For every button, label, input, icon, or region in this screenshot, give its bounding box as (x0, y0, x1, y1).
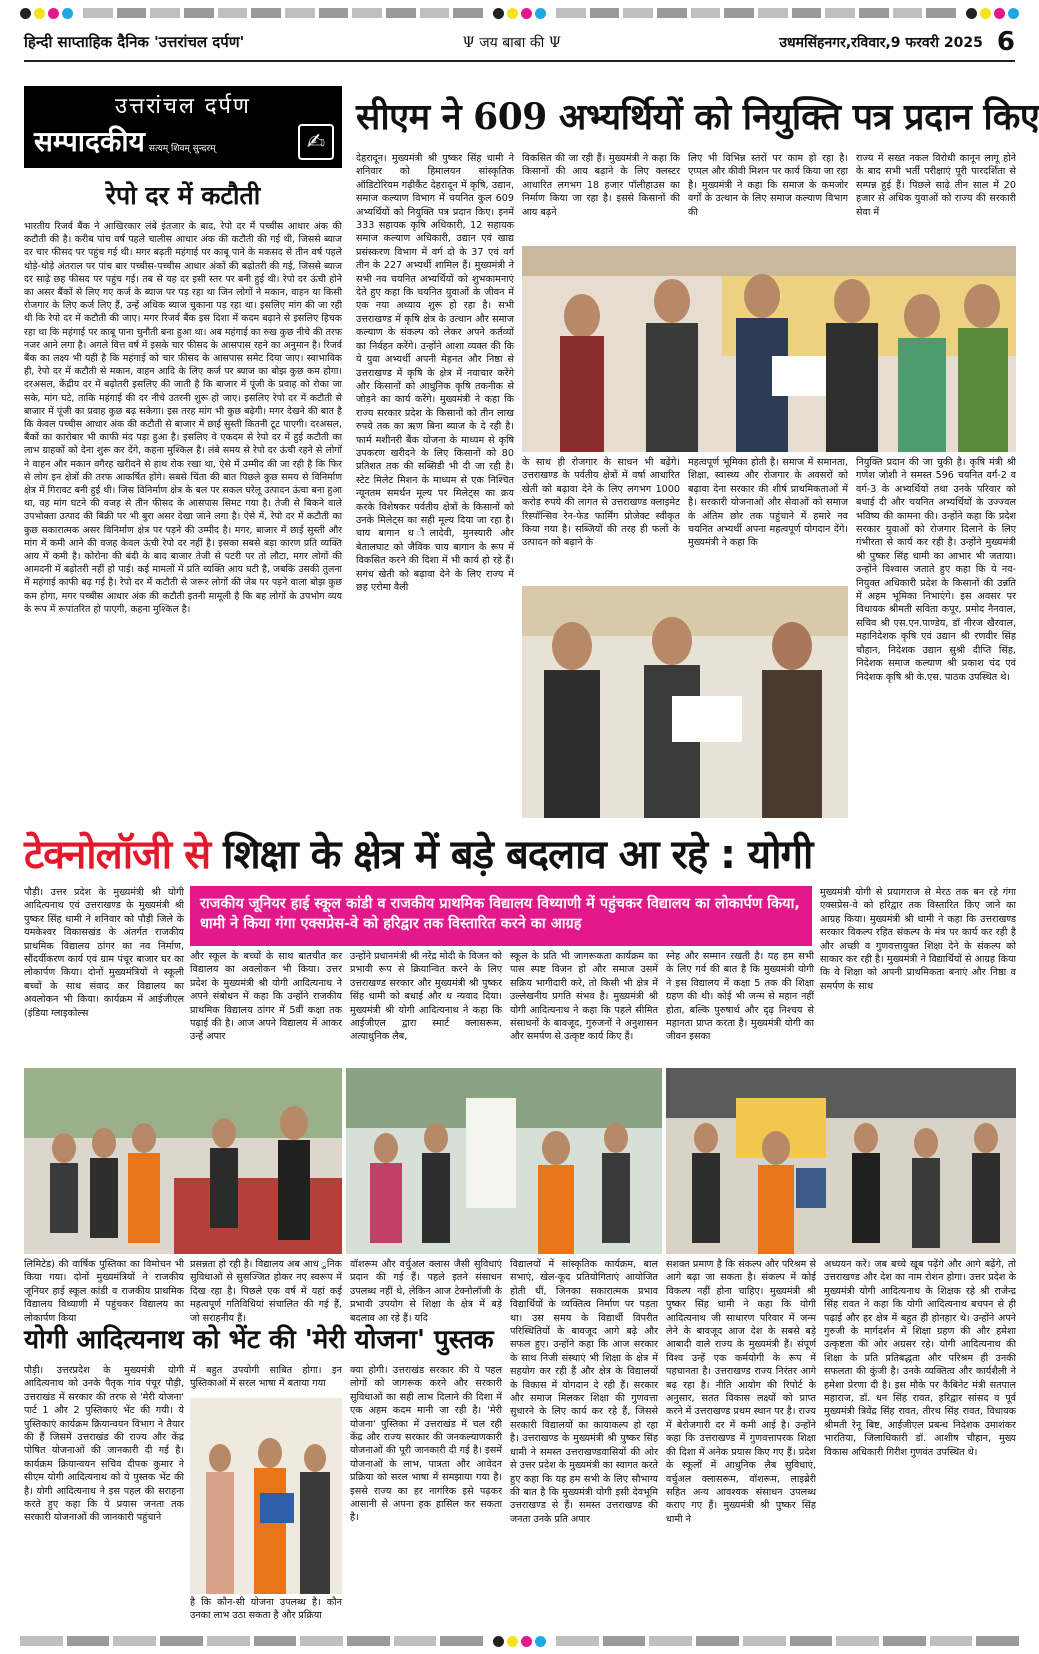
editorial-header (24, 86, 342, 168)
story2-bottom-col5: सशक्त प्रमाण है कि संकल्प और परिश्रम से आगे बढ़ा जा सकता है। संकल्प में कोई विकल्प नहीं होना चाहिए। मुख्यमंत्री श्री पुष्कर सिंह धामी ने कहा कि योगी आदित्यनाथ जी साधारण परिवार में जन्म लेने के बावजूद आज देश के सबसे बड़े आबादी वाले राज्य के मुख्यमंत्री हैं। संपूर्ण विश्व उन्हें एक कर्मयोगी के रूप में पहचानता है। उत्तराखण्ड राज्य निरंतर आगे बढ़ रहा है। नीति आयोग की रिपोर्ट के अनुसार, सतत विकास लक्ष्यों को प्राप्त करने में उत्तराखण्ड प्रथम स्थान पर है। राज्य में बेरोजगारी दर में कमी आई है। उन्होंने कहा कि उत्तराखण्ड में गुणवत्तापरक शिक्षा की दिशा में अनेक प्रयास किए गए हैं। प्रदेश के स्कूलों में आधुनिक लैब सुविधाएं, वर्चुअल क्लासरूम, वॉशरूम, लाइब्रेरी सहित अन्य आवश्यक संसाधन उपलब्ध कराए गए हैं। मुख्यमंत्री श्री पुष्कर सिंह धामी ने (666, 1259, 816, 1525)
story2-col3: उन्होंने प्रधानमंत्री श्री नरेंद्र मोदी के विजन को प्रभावी रूप से क्रियान्वित करने के लिए उत्तराखण्ड सरकार और मुख्यमंत्री श्री पुष्कर सिंह धामी को बधाई और ध न्यवाद दिया। मुख्यमंत्री श्री योगी आदित्यनाथ ने कहा कि आईजीएल द्वारा स्मार्ट क्लासरूम, अत्याधुनिक लैब, (350, 951, 502, 1043)
color-dots (966, 8, 1019, 19)
story2-bottom-col3: वॉशरूम और वर्चुअल क्लास जैसी सुविधाएं प्रदान की गई हैं। पहले इतने संसाधन उपलब्ध नहीं थे, लेकिन आज टेक्नोलॉजी के प्रभावी उपयोग से शिक्षा के क्षेत्र में बड़े बदलाव आ रहे हैं। यदि (350, 1259, 502, 1324)
story3-col2-bottom: है कि कौन-सी योजना उपलब्ध है। कौन उनका लाभ उठा सकता है और प्रक्रिया (190, 1597, 342, 1622)
issue-date: उधमसिंहनगर,रविवार,9 फरवरी 2025 (779, 34, 983, 51)
story1-col3-top: लिए भी विभिन्न स्तरों पर काम हो रहा है। एप्पल और कीवी मिशन पर कार्य किया जा रहा है। मुख्यमंत्री ने कहा कि समाज के कमजोर वर्गों के उत्थान के लिए समाज कल्याण विभाग की (688, 153, 848, 218)
editorial-column (24, 86, 342, 821)
story2-col6: मुख्यमंत्री योगी से प्रयागराज से मेरठ तक बन रहे गंगा एक्सप्रेस-वे को हरिद्वार तक विस्तारित किए जाने का आग्रह किया। मुख्यमंत्री श्री धामी ने कहा कि उत्तराखण्ड सरकार विकल्प रहित संकल्प के मंत्र पर कार्य कर रही है और अच्छी व गुणवत्तायुक्त शिक्षा देने के संकल्प को साकार कर रही है। मुख्यमंत्री ने विद्यार्थियों से आग्रह किया कि वे शिक्षा को अपनी प्राथमिकता बनाएं और निष्ठा व समर्पण के साथ (820, 887, 1016, 992)
story2-headline-black: शिक्षा के क्षेत्र में बड़े बदलाव आ रहे : योगी (223, 832, 813, 878)
gray-bars (556, 1636, 1019, 1646)
story2-col4: स्कूल के प्रति भी जागरूकता कार्यक्रम का पास स्पष्ट विजन हो और समाज उसमें सक्रिय भागीदारी करे, तो किसी भी क्षेत्र में उल्लेखनीय प्रगति संभव है। मुख्यमंत्री श्री योगी आदित्यनाथ ने कहा कि पहले सीमित संसाधनों के बावजूद, गुरुजनों ने अनुशासन और समर्पण से उत्कृष्ट कार्य किए हैं। (510, 951, 658, 1043)
story2-col1: पौड़ी। उत्तर प्रदेश के मुख्यमंत्री श्री योगी आदित्यनाथ एवं उत्तराखण्ड के मुख्यमंत्री श्री पुष्कर सिंह धामी ने शनिवार को पौड़ी जिले के यमकेश्वर विकासखंड के अंतर्गत राजकीय प्राथमिक विद्यालय ठांगर का नव निर्माण, सौंदर्यीकरण कार्य एवं ग्राम पंचूर बाजार घर का लोकार्पण किया। दोनों मुख्यमंत्रियों ने स्कूली बच्चों के साथ संवाद कर विद्यालय का अवलोकन भी किया। कार्यक्रम में आईजीएल (इंडिया ग्लाइकोल्स (24, 887, 184, 1019)
registration-strip-top (20, 6, 1019, 20)
newspaper-name: हिन्दी साप्ताहिक दैनिक 'उत्तरांचल दर्पण' (24, 33, 245, 51)
header-slogan: Ψ जय बाबा की Ψ (462, 34, 561, 51)
color-dots (493, 8, 546, 19)
color-dots (20, 8, 73, 19)
story3-photo (190, 1398, 342, 1594)
editorial-body: भारतीय रिजर्व बैंक ने आखिरकार लंबे इंतजार के बाद, रेपो दर में पच्चीस आधार अंक की कटौती की है। करीब पांच वर्ष पहले चालीस आधार अंक की कटौती की गई थी, जिससे ब्याज दर चार फीसद पर पहुंच गई थी। मगर बढ़ती महंगाई पर काबू पाने के मकसद से तीन वर्ष पहले थोड़े-थोड़े अंतराल पर पांच बार पच्चीस-पच्चीस आधार अंकों की बढ़ोतरी की गई, जिससे ब्याज दर साढ़े छह फीसद पर पहुंच गई। तब से यह दर इसी स्तर पर बनी हुई थी। रेपो दर ऊंची होने का असर बैंकों से लिए गए कर्ज के ब्याज पर पड़ रहा था जिन लोगों ने मकान, वाहन या किसी रोजगार के लिए कर्ज लिए हैं, उन्हें अधिक ब्याज चुकाना पड़ रहा था। इसलिए मांग की जा रही थी कि रेपो दर में कटौती की जाए। मगर रिजर्व बैंक इस दिशा में कदम बढ़ाने से इसलिए हिचक रहा था कि महंगाई पर काबू पाना चुनौती बना हुआ था। अब महंगाई का रुख कुछ नीचे की तरफ नजर आने लगा है। अगले वित्त वर्ष में इसके चार फीसद के आसपास रहने का अनुमान है। रिजर्व बैंक का लक्ष्य भी यही है कि महंगाई को चार फीसद के आसपास समेट दिया जाए। स्वाभाविक ही, रेपो दर में कटौती से मकान, वाहन आदि के लिए कर्ज पर ब्याज का बोझ कुछ कम होगा। दरअसल, केंद्रीय दर में बढ़ोतरी इसलिए की जाती है कि बाजार में पूंजी के प्रवाह को रोका जा सके, मांग घटे, ताकि महंगाई की दर नीचे उतरनी शुरू हो जाए। इसलिए रेपो दर में कटौती से बाजार में पूंजी का प्रवाह कुछ बढ़ सकेगा। इस तरह मांग भी कुछ बढ़ेगी। मगर देखने की बात है कि केवल पच्चीस आधार अंक की कटौती से बाजार में छाई सुस्ती कितनी टूट पाएगी। दरअसल, बैंकों का कारोबार भी काफी मंद पड़ा हुआ है। इसलिए वे एकदम से रेपो दर में हुई कटौती का लाभ ग्राहकों को देना शुरू कर देंगे, कहना मुश्किल है। लंबे समय से रेपो दर ऊंची रहने से लोगों ने वाहन और मकान वगैरह खरीदने से हाथ रोक रखा था, ऐसे में उम्मीद की जा रही है कि फिर से लोग इन क्षेत्रों की तरफ आकर्षित होंगे। सबसे चिंता की बात पिछले कुछ समय से विनिर्माण क्षेत्र में गिरावट बनी हुई थी। जिस विनिर्माण क्षेत्र के बल पर सकल घरेलू उत्पादन ऊंचा बना हुआ था, वह मांग घटने की वजह से तीन फीसद के आसपास सिमट गया है। तेजी से बिकने वाले उपभोक्ता उत्पाद की बिक्री पर भी बुरा असर देखा जाने लगा है। ऐसे में, रेपो दर में कटौती का कुछ सकारात्मक असर विनिर्माण क्षेत्र पर पड़ने की उम्मीद है। मगर, बाजार में छाई सुस्ती और मांग में कमी आने की वजह केवल ऊंची रेपो दर नहीं है। इसका सबसे बड़ा कारण प्रति व्यक्ति आय में कमी है। कोरोना की बंदी के बाद बाजार तेजी से पटरी पर तो लौटा, मगर लोगों की आमदनी में बढ़ोतरी नहीं हो पाई। कई मामलों में प्रति व्यक्ति आय घटी है, जबकि उसकी तुलना में महंगाई काफी बढ़ गई है। रेपो दर में कटौती से जरूर लोगों की जेब पर पड़ने वाला बोझ कुछ कम होगा, मगर पच्चीस आधार अंक की कटौती इतनी मामूली है कि बह लोगों के उपभोग व्यय के रूप में रूपांतरित हो पाएगी, कहना मुश्किल है। (24, 221, 342, 615)
story3-col3: क्या होगी। उत्तराखंड सरकार की ये पहल लोगों को जागरूक करने और सरकारी सुविधाओं का सही लाभ दिलाने की दिशा में एक अहम कदम मानी जा रही है। 'मेरी योजना' पुस्तिका में उत्तराखंड में चल रही केंद्र और राज्य सरकार की जनकल्याणकारी योजनाओं की पूरी जानकारी दी गई है। इसमें योजनाओं के लाभ, पात्रता और आवेदन प्रक्रिया को सरल भाषा में समझाया गया है। इससे राज्य का हर नागरिक इसे पढ़कर आसानी से अपना हक हासिल कर सकता है। (350, 1365, 502, 1524)
editorial-section-title: सम्पादकीय (34, 125, 145, 158)
story1-col1: देहरादून। मुख्यमंत्री श्री पुष्कर सिंह धामी ने शनिवार को हिमालयन सांस्कृतिक ऑडिटोरियम गढ़ीकैंट देहरादून में कृषि, उद्यान, समाज कल्याण विभाग में चयनित कुल 609 अभ्यर्थियों को नियुक्ति पत्र प्रदान किए। इनमें 333 सहायक कृषि अधिकारी, 12 सहायक समाज कल्याण अधिकारी, उद्यान एवं खाद्य प्रसंस्करण विभाग में वर्ग दो के 37 एवं वर्ग तीन के 227 अभ्यर्थी शामिल हैं। मुख्यमंत्री ने सभी नव चयनित अभ्यर्थियों को शुभकामनाएं देते हुए कहा कि चयनित युवाओं के जीवन में एक नया अध्याय शुरू हो रहा है। सभी उत्तराखण्ड में कृषि क्षेत्र के उत्थान और समाज कल्याण के संकल्प को लेकर अपने कर्तव्यों का निर्वहन करेंगे। उन्होंने आशा व्यक्त की कि ये युवा अभ्यर्थी अपनी मेहनत और निष्ठा से उत्तराखण्ड में कृषि के क्षेत्र में नवाचार करेंगे और किसानों को आधुनिक कृषि तकनीक से जोड़ने का कार्य करेंगे। मुख्यमंत्री ने कहा कि राज्य सरकार प्रदेश के किसानों को तीन लाख रुपये तक का ऋण बिना ब्याज के दे रही है। फार्म मशीनरी बैंक योजना के माध्यम से कृषि उपकरण खरीदने के लिए किसानों को 80 प्रतिशत तक की सब्सिडी भी दी जा रही है। स्टेट मिलेट मिशन के माध्यम से एक निश्चित न्यूनतम समर्थन मूल्य पर मिलेट्स का क्रय करके विशेषकर पर्वतीय क्षेत्रों के किसानों को उनके मिलेट्स का सही मूल्य दिया जा रहा है। चाय बागान ध ौलादेवी, मुनस्यारी और बेतालघाट को जैविक चाय बागान के रूप में विकसित करने की दिशा में भी कार्य हो रहे हैं। सगंध खेती को बढ़ावा देने के लिए राज्य में छह एरोमा वैली (356, 153, 514, 593)
story2-headline (24, 826, 1016, 884)
story2-bottom-col2: प्रसन्नता हो रही है। विद्यालय अब आध ुनिक सुविधाओं से सुसज्जित होकर नए स्वरूप में दिख रहा है। पिछले एक वर्ष में यहां कई महत्वपूर्ण गतिविधियां संचालित की गई हैं, जो सराहनीय हैं। (190, 1259, 342, 1324)
story1-col2-top: विकसित की जा रही हैं। मुख्यमंत्री ने कहा कि किसानों की आय बढ़ाने के लिए क्लस्टर आधारित लगभग 18 हजार पॉलीहाउस का निर्माण किया जा रहा है। इससे किसानों की आय बढ़ने (522, 153, 680, 218)
header-right (779, 27, 1015, 57)
color-dots (493, 1636, 546, 1647)
story1-col3-mid: महत्वपूर्ण भूमिका होती है। समाज में समानता, शिक्षा, स्वास्थ्य और रोजगार के अवसरों को बढ़ावा देना सरकार की शीर्ष प्राथमिकताओं में है। सरकारी योजनाओं और सेवाओं को समाज के अंतिम छोर तक पहुंचाने में हमारे नव चयनित अभ्यर्थी अपना महत्वपूर्ण योगदान देंगे। मुख्यमंत्री ने कहा कि (688, 457, 848, 549)
story2-photo-3 (666, 1068, 1016, 1254)
editorial-title: रेपो दर में कटौती (105, 181, 261, 210)
story1-headline: सीएम ने 609 अभ्यर्थियों को नियुक्ति पत्र प्रदान किए (356, 96, 1039, 138)
story2-bottom-col6: अध्ययन करें। जब बच्चे खूब पढ़ेंगे और आगे बढ़ेंगे, तो उत्तराखण्ड और देश का नाम रोशन होगा। उत्तर प्रदेश के मुख्यमंत्री योगी आदित्यनाथ के शिक्षक रहे श्री राजेन्द्र सिंह रावत ने कहा कि योगी आदित्यनाथ बचपन से ही पढ़ाई और हर क्षेत्र में बहुत ही होनहार थे। उन्होंने अपने गुरुजी के मार्गदर्शन में शिक्षा ग्रहण की और हमेशा उत्कृष्टता की ओर अग्रसर रहे। योगी आदित्यनाथ की शिक्षा के प्रति प्रतिबद्धता और परिश्रम ही उनकी सफलता की कुंजी है। उनके व्यक्तित्व और कार्यशैली ने हमेशा प्रेरणा दी है। इस मौके पर कैबिनेट मंत्री सतपाल महाराज, डॉ. धन सिंह रावत, हरिद्वार सांसद व पूर्व मुख्यमंत्री त्रिवेंद्र सिंह रावत, तीरथ सिंह रावत, विधायक श्रीमती रेनू बिष्ट, आईजीएल प्रबन्ध निदेशक उमाशंकर भारतिया, जिलाधिकारी डॉ. आशीष चौहान, मुख्य विकास अधिकारी गिरीश गुणवंत उपस्थित थे। (824, 1259, 1016, 1458)
story2-pink-subhead: राजकीय जूनियर हाई स्कूल कांडी व राजकीय प्राथमिक विद्यालय विथ्याणी में पहुंचकर विद्यालय का लोकार्पण किया, धामी ने किया गंगा एक्सप्रेस-वे को हरिद्वार तक विस्तारित करने का आग्रह (190, 886, 812, 946)
editorial-motto: सत्यम् शिवम् सुन्दरम् (148, 144, 216, 154)
story1-col4-mid: नियुक्ति प्रदान की जा चुकी है। कृषि मंत्री श्री गणेश जोशी ने समस्त 596 चयनित वर्ग-2 व वर्ग-3 के अभ्यर्थियों तथा उनके परिवार को बधाई दी और चयनित अभ्यर्थियों के उज्ज्वल भविष्य की कामना की। उन्होंने कहा कि प्रदेश सरकार युवाओं को रोजगार दिलाने के लिए गंभीरता से कार्य कर रही है। उन्होंने मुख्यमंत्री श्री पुष्कर सिंह धामी का आभार भी जताया। उन्होंने विश्वास जताते हुए कहा कि ये नव-नियुक्त अधिकारी प्रदेश के किसानों की उन्नति में अहम भूमिका निभाएंगे। इस अवसर पर विधायक श्रीमती सविता कपूर, प्रमोद नैनवाल, सचिव श्री एस.एन.पाण्डेय, डॉ नीरज खैरवाल, महानिदेशक कृषि एवं उद्यान श्री रणवीर सिंह चौहान, निदेशक उद्यान सुश्री दीप्ति सिंह, निदेशक समाज कल्याण श्री प्रकाश चंद एवं निदेशक कृषि श्री के.एस. पाठक उपस्थित थे। (856, 457, 1016, 683)
slogan-text: जय बाबा की (479, 34, 545, 51)
story2-bottom-col4: विद्यालयों में सांस्कृतिक कार्यक्रम, बाल सभाएं, खेल-कूद प्रतियोगिताएं आयोजित होती थीं, जिनका सकारात्मक प्रभाव विद्यार्थियों के व्यक्तित्व निर्माण पर पड़ता था। उस समय के विद्यार्थी विपरीत परिस्थितियों के बावजूद आगे बढ़े और सफल हुए। उन्होंने कहा कि आज सरकार के साथ निजी संस्थाएं भी शिक्षा के क्षेत्र में सहयोग कर रही हैं और क्षेत्र के विद्यालयों के विकास में योगदान दे रही हैं। सरकार और समाज मिलकर शिक्षा की गुणवत्ता सुधारने के लिए कार्य कर रहे हैं, जिससे सरकारी विद्यालयों का कायाकल्प हो रहा है। उत्तराखण्ड के मुख्यमंत्री श्री पुष्कर सिंह धामी ने समस्त उत्तराखण्डवासियों की ओर से उत्तर प्रदेश के मुख्यमंत्री का स्वागत करते हुए कहा कि यह हम सभी के लिए सौभाग्य की बात है कि मुख्यमंत्री योगी इसी देवभूमि उत्तराखण्ड से हैं। समस्त उत्तराखण्ड की जनता उनके प्रति अपार (510, 1259, 658, 1525)
story3-headline: योगी आदित्यनाथ को भेंट की 'मेरी योजना' पुस्तक (24, 1325, 494, 1355)
story1-col2-mid: के साथ ही रोजगार के साधन भी बढ़ेंगे। उत्तराखण्ड के पर्वतीय क्षेत्रों में वर्षा आधारित खेती को बढ़ावा देने के लिए लगभग 1000 करोड़ रुपये की लागत से उत्तराखण्ड क्लाइमेट रिस्पॉन्सिव रेन-फेड फार्मिंग प्रोजेक्ट स्वीकृत किया गया है। सब्जियों की तरह ही फलों के उत्पादन को बढ़ाने के (522, 457, 680, 549)
story2-photo-1 (24, 1068, 342, 1254)
story1-photo-bottom (522, 586, 848, 818)
story2-photo-2 (346, 1068, 662, 1254)
story2-col2: और स्कूल के बच्चों के साथ बातचीत कर विद्यालय का अवलोकन भी किया। उत्तर प्रदेश के मुख्यमंत्री श्री योगी आदित्यनाथ ने अपने संबोधन में कहा कि उन्होंने राजकीय प्राथमिक विद्यालय ठांगर में 5वीं कक्षा तक पढ़ाई की है। आज अपने विद्यालय में आकर उन्हें अपार (190, 951, 342, 1043)
story1-photo-top (522, 246, 1016, 452)
quill-pen-icon: ✍ (298, 124, 334, 160)
gray-bars (556, 8, 956, 18)
story3-col2-top: में बहुत उपयोगी साबित होगा। इन पुस्तिकाओं में सरल भाषा में बताया गया (190, 1365, 342, 1390)
story2-col5: स्नेह और सम्मान रखती है। यह हम सभी के लिए गर्व की बात है कि मुख्यमंत्री योगी ने इस विद्यालय में कक्षा 5 तक की शिक्षा ग्रहण की थी। कोई भी जन्म से महान नहीं होता, बल्कि पुरुषार्थ और दृढ़ निश्चय से महानता प्राप्त करता है। मुख्यमंत्री योगी का जीवन इसका (666, 951, 814, 1043)
page-number: 6 (996, 27, 1015, 57)
masthead (24, 24, 1015, 62)
story1-col4-top: राज्य में सख्त नकल विरोधी कानून लागू होने के बाद सभी भर्ती परीक्षाएं पूरी पारदर्शिता से सम्पन्न हुई हैं। पिछले साढ़े तीन साल में 20 हजार से अधिक युवाओं को राज्य की सरकारी सेवा में (856, 153, 1016, 218)
story3-col1: पौड़ी। उत्तरप्रदेश के मुख्यमंत्री योगी आदित्यनाथ को उनके पैतृक गांव पंचूर पौड़ी, उत्तराखंड में सरकार की तरफ से 'मेरी योजना' पार्ट 1 और 2 पुस्तिकाएं भेंट की गयी। ये पुस्तिकाएं कार्यक्रम क्रियान्वयन विभाग ने तैयार की हैं जिसमें उत्तराखंड की राज्य और केंद्र पोषित योजनाओं की जानकारी दी गई है। कार्यक्रम क्रियान्वयन सचिव दीपक कुमार ने सीएम योगी आदित्यनाथ को ये पुस्तक भेंट की है। योगी आदित्यनाथ ने इस पहल की सराहना करते हुए कहा कि ये प्रयास जनता तक सरकारी योजनाओं की जानकारी पहुंचाने (24, 1365, 184, 1524)
editorial-paper-name: उत्तरांचल दर्पण (115, 94, 251, 119)
story2-headline-red: टेक्नोलॉजी से (24, 832, 211, 878)
gray-bars (20, 1636, 483, 1646)
registration-strip-bottom (20, 1634, 1019, 1648)
story2-bottom-col1: लिमिटेड) की वार्षिक पुस्तिका का विमोचन भी किया गया। दोनों मुख्यमंत्रियों ने राजकीय जूनियर हाई स्कूल कांडी व राजकीय प्राथमिक विद्यालय विथ्याणी में पहुंचकर विद्यालय का लोकार्पण किया (24, 1259, 184, 1324)
gray-bars (83, 8, 483, 18)
